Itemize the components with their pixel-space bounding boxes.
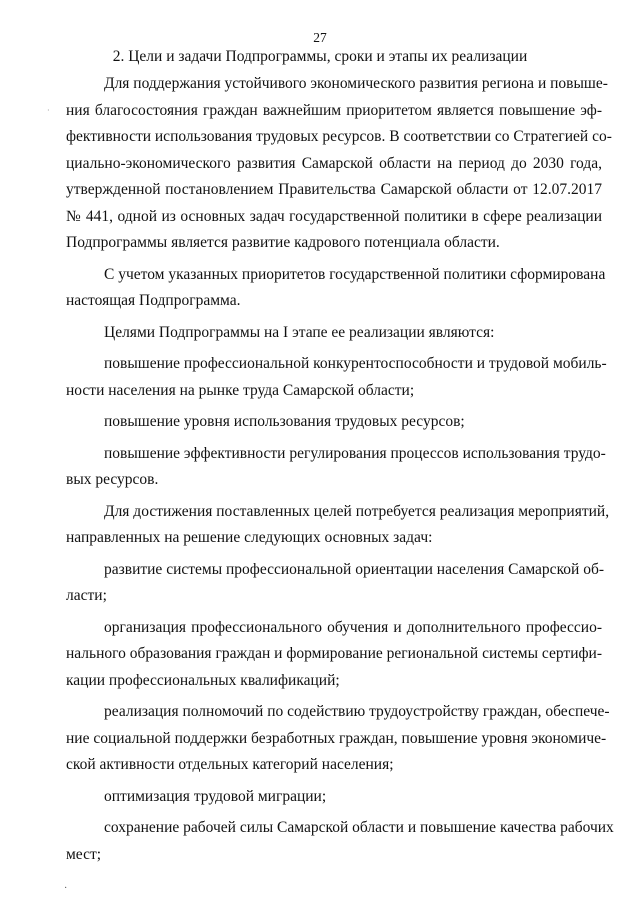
text-line: Целями Подпрограммы на I этапе ее реализации являются:: [104, 323, 495, 341]
text-line: кации профессиональных квалификаций;: [66, 671, 340, 689]
paragraph-priorities: [66, 262, 606, 315]
list-item-task-4: [66, 784, 602, 811]
paragraph-goals-intro: [66, 320, 602, 347]
text-line: фективности использования трудовых ресурсов. В соответствии со Стратегией со-: [66, 128, 612, 145]
document-body: [66, 71, 614, 868]
text-line: ния благосостояния граждан важнейшим приоритетом является повышение эф-: [66, 101, 602, 119]
text-line: Подпрограммы является развитие кадрового потенциала области.: [66, 234, 500, 251]
text-line: настоящая Подпрограмма.: [66, 292, 241, 309]
text-line: повышение профессиональной конкурентоспособности и трудовой мобиль-: [104, 355, 607, 372]
text-line: утвержденной постановлением Правительства Самарской области от 12.07.2017: [66, 181, 602, 198]
paragraph-strategy: [66, 71, 612, 257]
text-line: ности населения на рынке труда Самарской области;: [66, 381, 415, 399]
list-item-task-1: [66, 557, 605, 610]
text-line: нального образования граждан и формирование региональной системы сертифи-: [66, 645, 602, 662]
scan-speck: ·: [64, 883, 68, 894]
text-line: направленных на решение следующих основных задач:: [66, 529, 433, 546]
text-line: ской активности отдельных категорий населения;: [66, 756, 394, 773]
list-item-goal-1: [66, 351, 607, 404]
scan-speck: ·: [47, 106, 50, 115]
list-item-goal-3: [66, 441, 606, 494]
text-line: повышение уровня использования трудовых ресурсов;: [104, 413, 465, 430]
page-number: 27: [313, 30, 327, 45]
text-line: № 441, одной из основных задач государственной политики в сфере реализации: [66, 207, 602, 225]
text-line: Для достижения поставленных целей потребуется реализация мероприятий,: [104, 502, 610, 520]
list-item-task-5: [66, 815, 614, 868]
text-line: развитие системы профессиональной ориентации населения Самарской об-: [104, 560, 605, 578]
text-line: реализация полномочий по содействию трудоустройству граждан, обеспече-: [104, 703, 610, 720]
paragraph-tasks-intro: [66, 499, 610, 552]
text-line: С учетом указанных приоритетов государственной политики сформирована: [104, 265, 606, 283]
text-line: ласти;: [66, 587, 107, 604]
text-line: повышение эффективности регулирования процессов использования трудо-: [104, 444, 606, 462]
list-item-goal-2: [66, 409, 602, 436]
list-item-task-2: [66, 615, 602, 695]
text-line: Для поддержания устойчивого экономического развития региона и повыше-: [104, 75, 608, 92]
list-item-task-3: [66, 699, 610, 779]
text-line: сохранение рабочей силы Самарской области и повышение качества рабочих: [104, 819, 614, 836]
text-line: вых ресурсов.: [66, 471, 159, 488]
text-line: мест;: [66, 845, 102, 863]
text-line: циально-экономического развития Самарской области на период до 2030 года,: [66, 154, 602, 172]
section-heading: 2. Цели и задачи Подпрограммы, сроки и этапы их реализации: [112, 48, 528, 65]
text-line: организация профессионального обучения и дополнительного профессио-: [104, 618, 602, 636]
text-line: оптимизация трудовой миграции;: [104, 787, 327, 805]
text-line: ние социальной поддержки безработных граждан, повышение уровня экономиче-: [66, 729, 607, 747]
